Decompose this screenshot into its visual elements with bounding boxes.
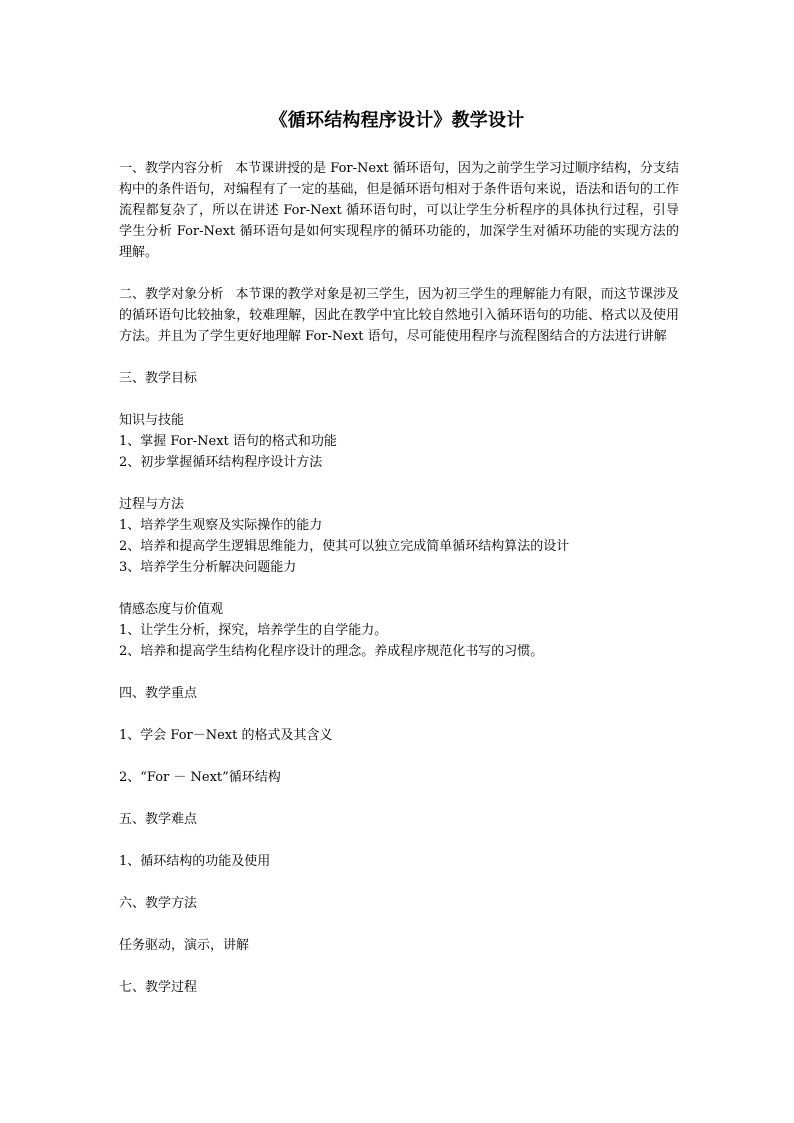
teaching-process-heading: 七、教学过程	[119, 980, 198, 995]
knowledge-heading: 知识与技能	[119, 413, 185, 428]
list-item: 1、掌握 For-Next 语句的格式和功能	[119, 434, 337, 449]
list-item: 2、培养和提高学生结构化程序设计的理念。养成程序规范化书写的习惯。	[119, 644, 544, 659]
emotion-heading: 情感态度与价值观	[119, 602, 224, 617]
list-item: 3、培养学生分析解决问题能力	[119, 560, 297, 575]
process-method-heading: 过程与方法	[119, 497, 185, 512]
list-item: 2、“For － Next”循环结构	[119, 770, 281, 785]
list-item: 2、培养和提高学生逻辑思维能力，使其可以独立完成简单循环结构算法的设计	[119, 539, 570, 554]
list-item: 1、学会 For－Next 的格式及其含义	[119, 728, 333, 743]
document-title: 《循环结构程序设计》教学设计	[269, 110, 525, 131]
methods-heading: 六、教学方法	[119, 896, 198, 911]
list-item: 1、循环结构的功能及使用	[119, 854, 271, 869]
document-content	[119, 158, 679, 998]
section-heading: 一、教学内容分析	[119, 161, 224, 176]
section-heading: 二、教学对象分析	[119, 287, 224, 302]
section-audience-analysis	[119, 284, 679, 347]
section-text: 本节课的教学对象是初三学生，因为初三学生的理解能力有限，而这节课涉及的循环语句比较抽象，较难理解，因此在教学中宜比较自然地引入循环语句的功能、格式以及使用方法。并且为了学生更好地理解 For-Next 语句，尽可能使用程序与流程图结合的方法进行讲解	[119, 287, 679, 344]
section-content-analysis	[119, 158, 679, 263]
difficulties-heading: 五、教学难点	[119, 812, 198, 827]
methods-text: 任务驱动，演示，讲解	[119, 938, 250, 953]
objectives-heading: 三、教学目标	[119, 371, 198, 386]
list-item: 1、培养学生观察及实际操作的能力	[119, 518, 323, 533]
list-item: 1、让学生分析，探究，培养学生的自学能力。	[119, 623, 388, 638]
key-points-heading: 四、教学重点	[119, 686, 198, 701]
section-text: 本节课讲授的是 For-Next 循环语句，因为之前学生学习过顺序结构，分支结构中的条件语句，对编程有了一定的基础，但是循环语句相对于条件语句来说，语法和语句的工作流程都复杂了，所以在讲述 For-Next 循环语句时，可以让学生分析程序的具体执行过程，引导学生分析 For-Next 循环语句是如何实现程序的循环功能的，加深学生对循环功能的实现方法的理解。	[119, 161, 679, 260]
list-item: 2、初步掌握循环结构程序设计方法	[119, 455, 323, 470]
